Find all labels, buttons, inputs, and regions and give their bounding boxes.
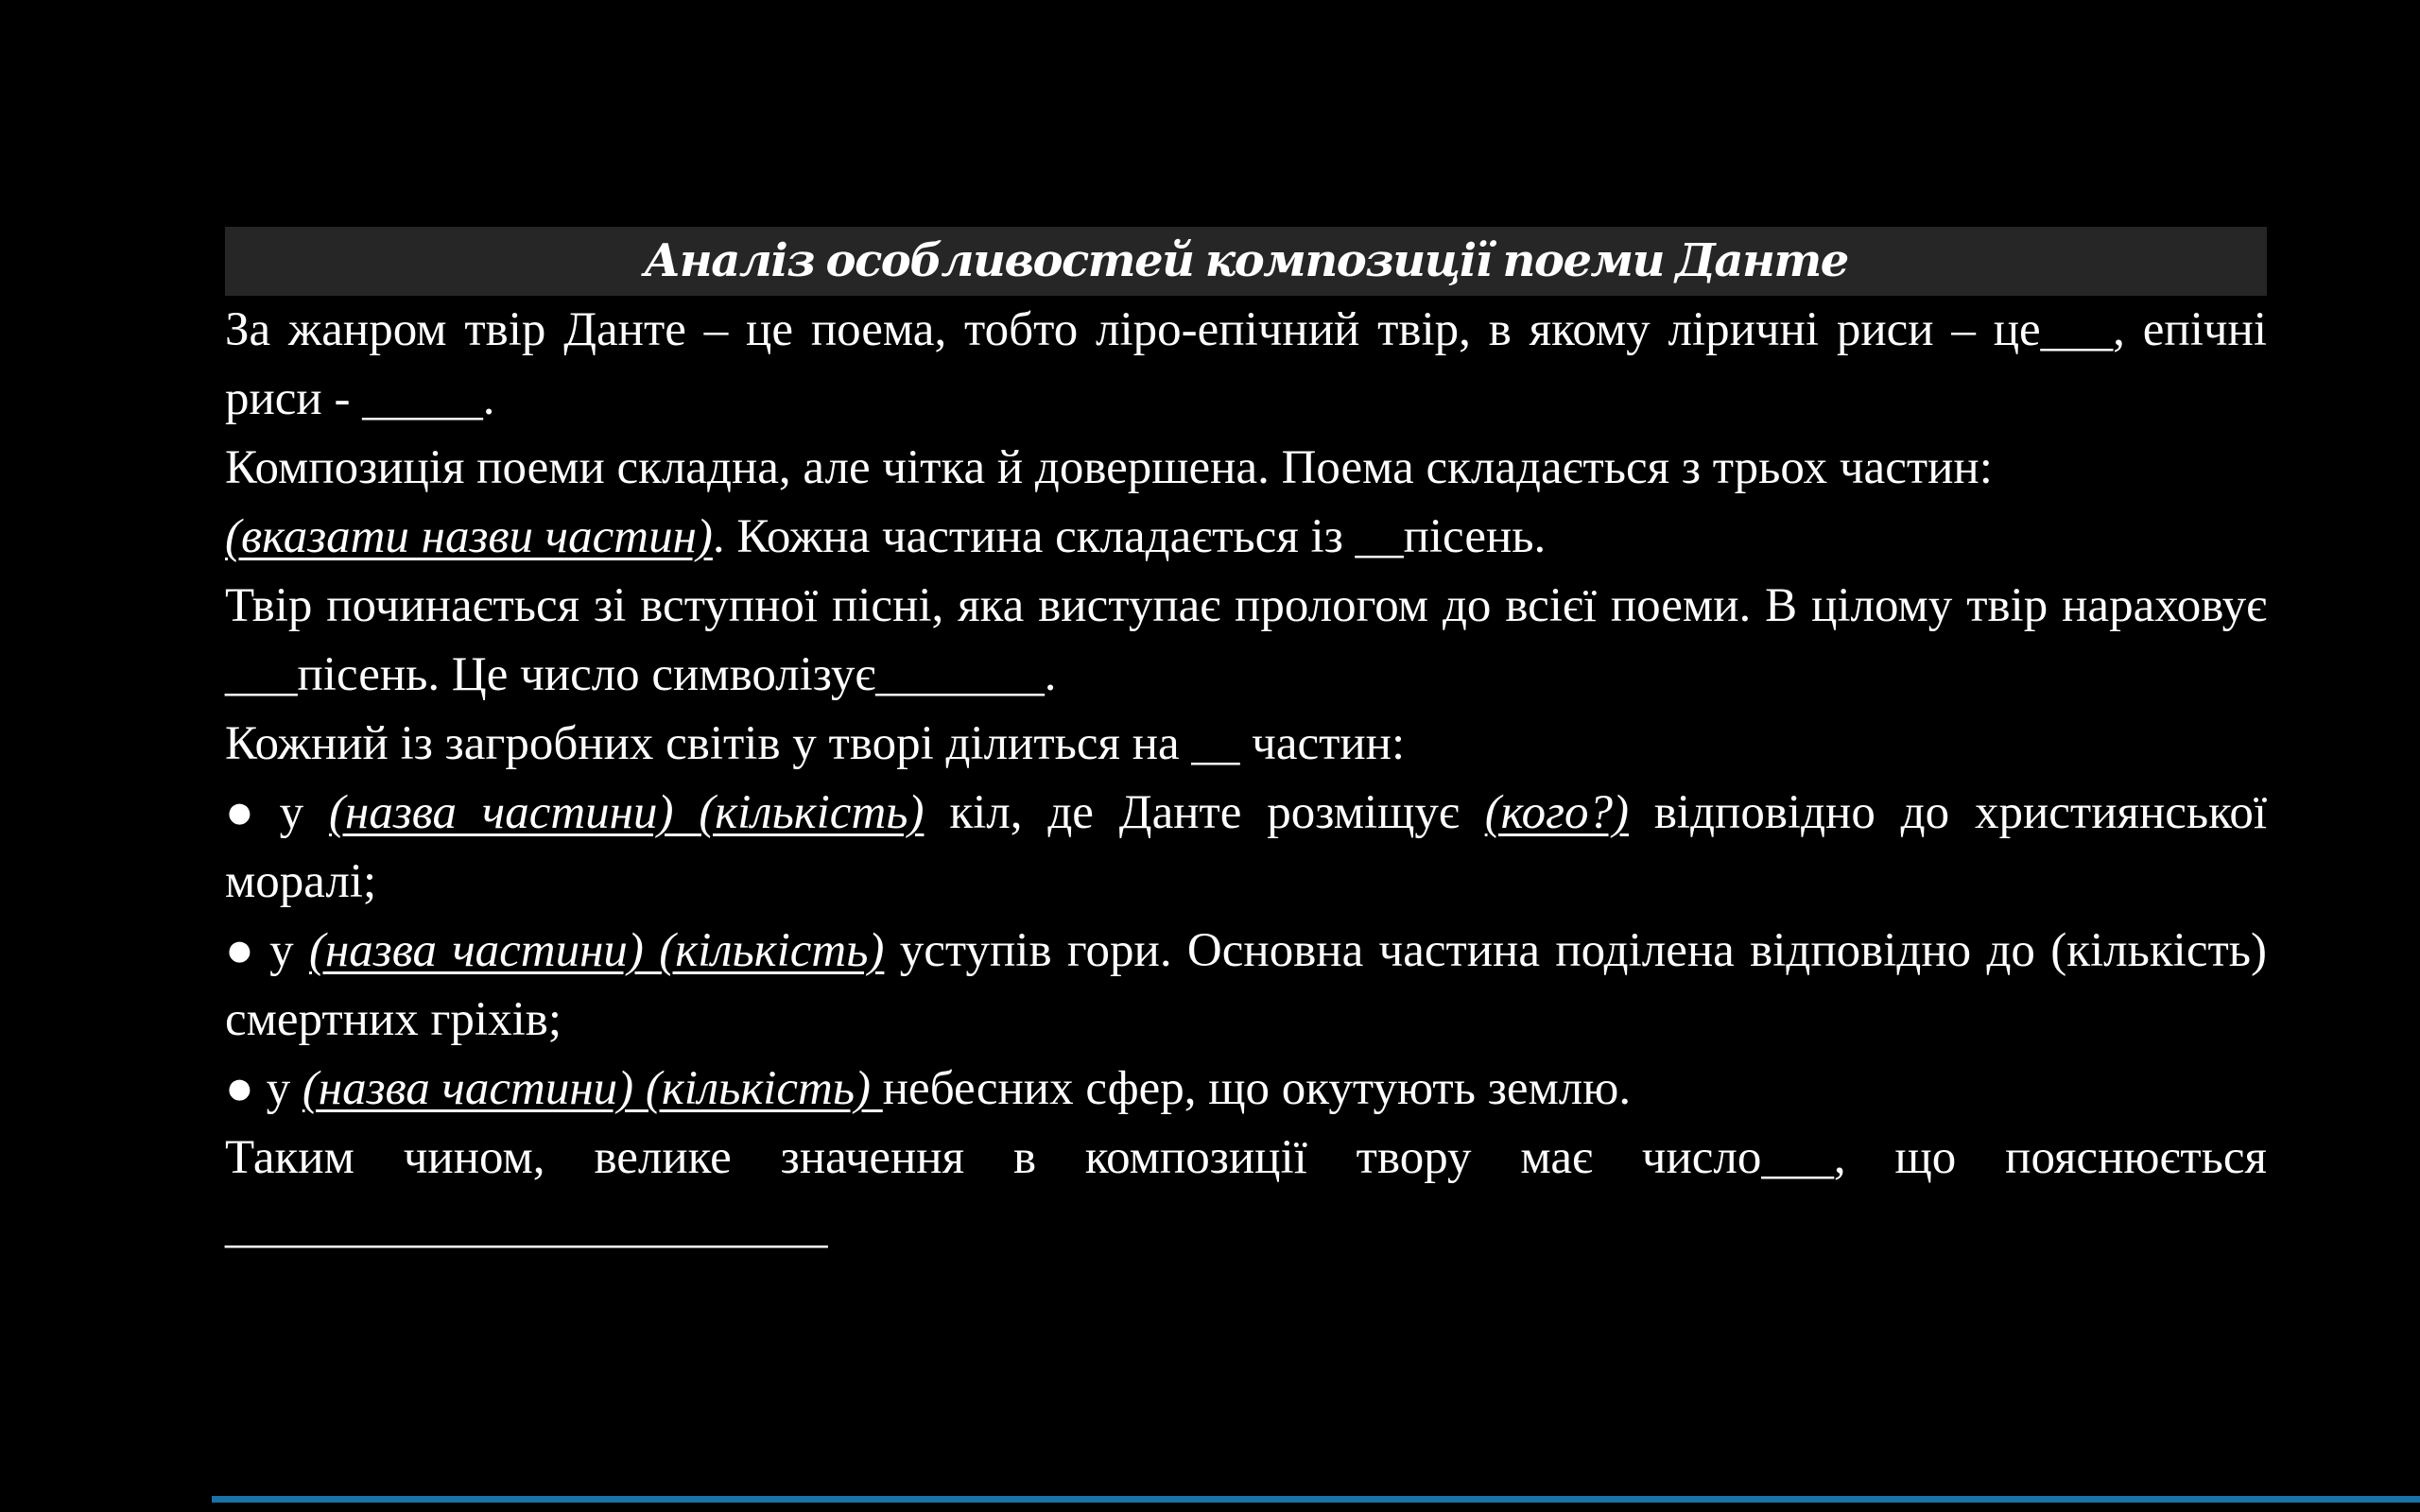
bottom-accent-line	[212, 1496, 2420, 1503]
hint-part-count: (назва частини) (кількість)	[329, 786, 925, 839]
paragraph-genre: За жанром твір Данте – це поема, тобто ліро-епічний твір, в якому ліричні риси – це___, епічні риси - _____.	[225, 303, 2267, 425]
paragraph-intro-song: Твір починається зі вступної пісні, яка виступає прологом до всієї поеми. В цілому твір нараховує ___пісень. Це число символізує_______.	[225, 579, 2267, 701]
hint-part-names: (вказати назви частин)	[225, 510, 713, 563]
bullet-prefix: у	[253, 786, 330, 839]
bullet-item	[225, 1055, 2267, 1124]
bullet-rest: відповідно до християнської моралі;	[225, 786, 2267, 908]
paragraph-worlds: Кожний із загробних світів у творі ділиться на __ частин:	[225, 717, 1406, 770]
hint-part-count: (назва частини) (кількість)	[309, 924, 885, 977]
paragraph-composition: Композиція поеми складна, але чітка й довершена. Поема складається з трьох частин:	[225, 441, 1993, 494]
hint-part-count: (назва частини) (кількість)	[302, 1062, 883, 1115]
bullet-rest: небесних сфер, що окутують землю.	[882, 1062, 1632, 1115]
bullet-icon: ●	[225, 1062, 254, 1115]
hint-whom: (кого?)	[1484, 786, 1629, 839]
slide-title: Аналіз особливостей композиції поеми Данте	[225, 227, 2267, 296]
bullet-rest: уступів гори. Основна частина поділена відповідно до (кількість) смертних гріхів;	[225, 924, 2268, 1046]
slide-content	[225, 227, 2267, 1262]
bullet-item	[225, 779, 2267, 917]
bullet-icon: ●	[225, 786, 254, 839]
bullet-icon: ●	[225, 924, 254, 977]
bullet-item	[225, 917, 2267, 1055]
bullet-prefix: у	[253, 924, 310, 977]
paragraph-parts-rest: . Кожна частина складається із __пісень.	[712, 510, 1547, 563]
paragraph-conclusion: Таким чином, велике значення в композиції твору має число___, що пояснюється _________________________	[225, 1131, 2267, 1253]
bullet-prefix: у	[253, 1062, 302, 1115]
bullet-middle: кіл, де Данте розміщує	[924, 786, 1485, 839]
paragraph-parts	[225, 503, 2267, 572]
